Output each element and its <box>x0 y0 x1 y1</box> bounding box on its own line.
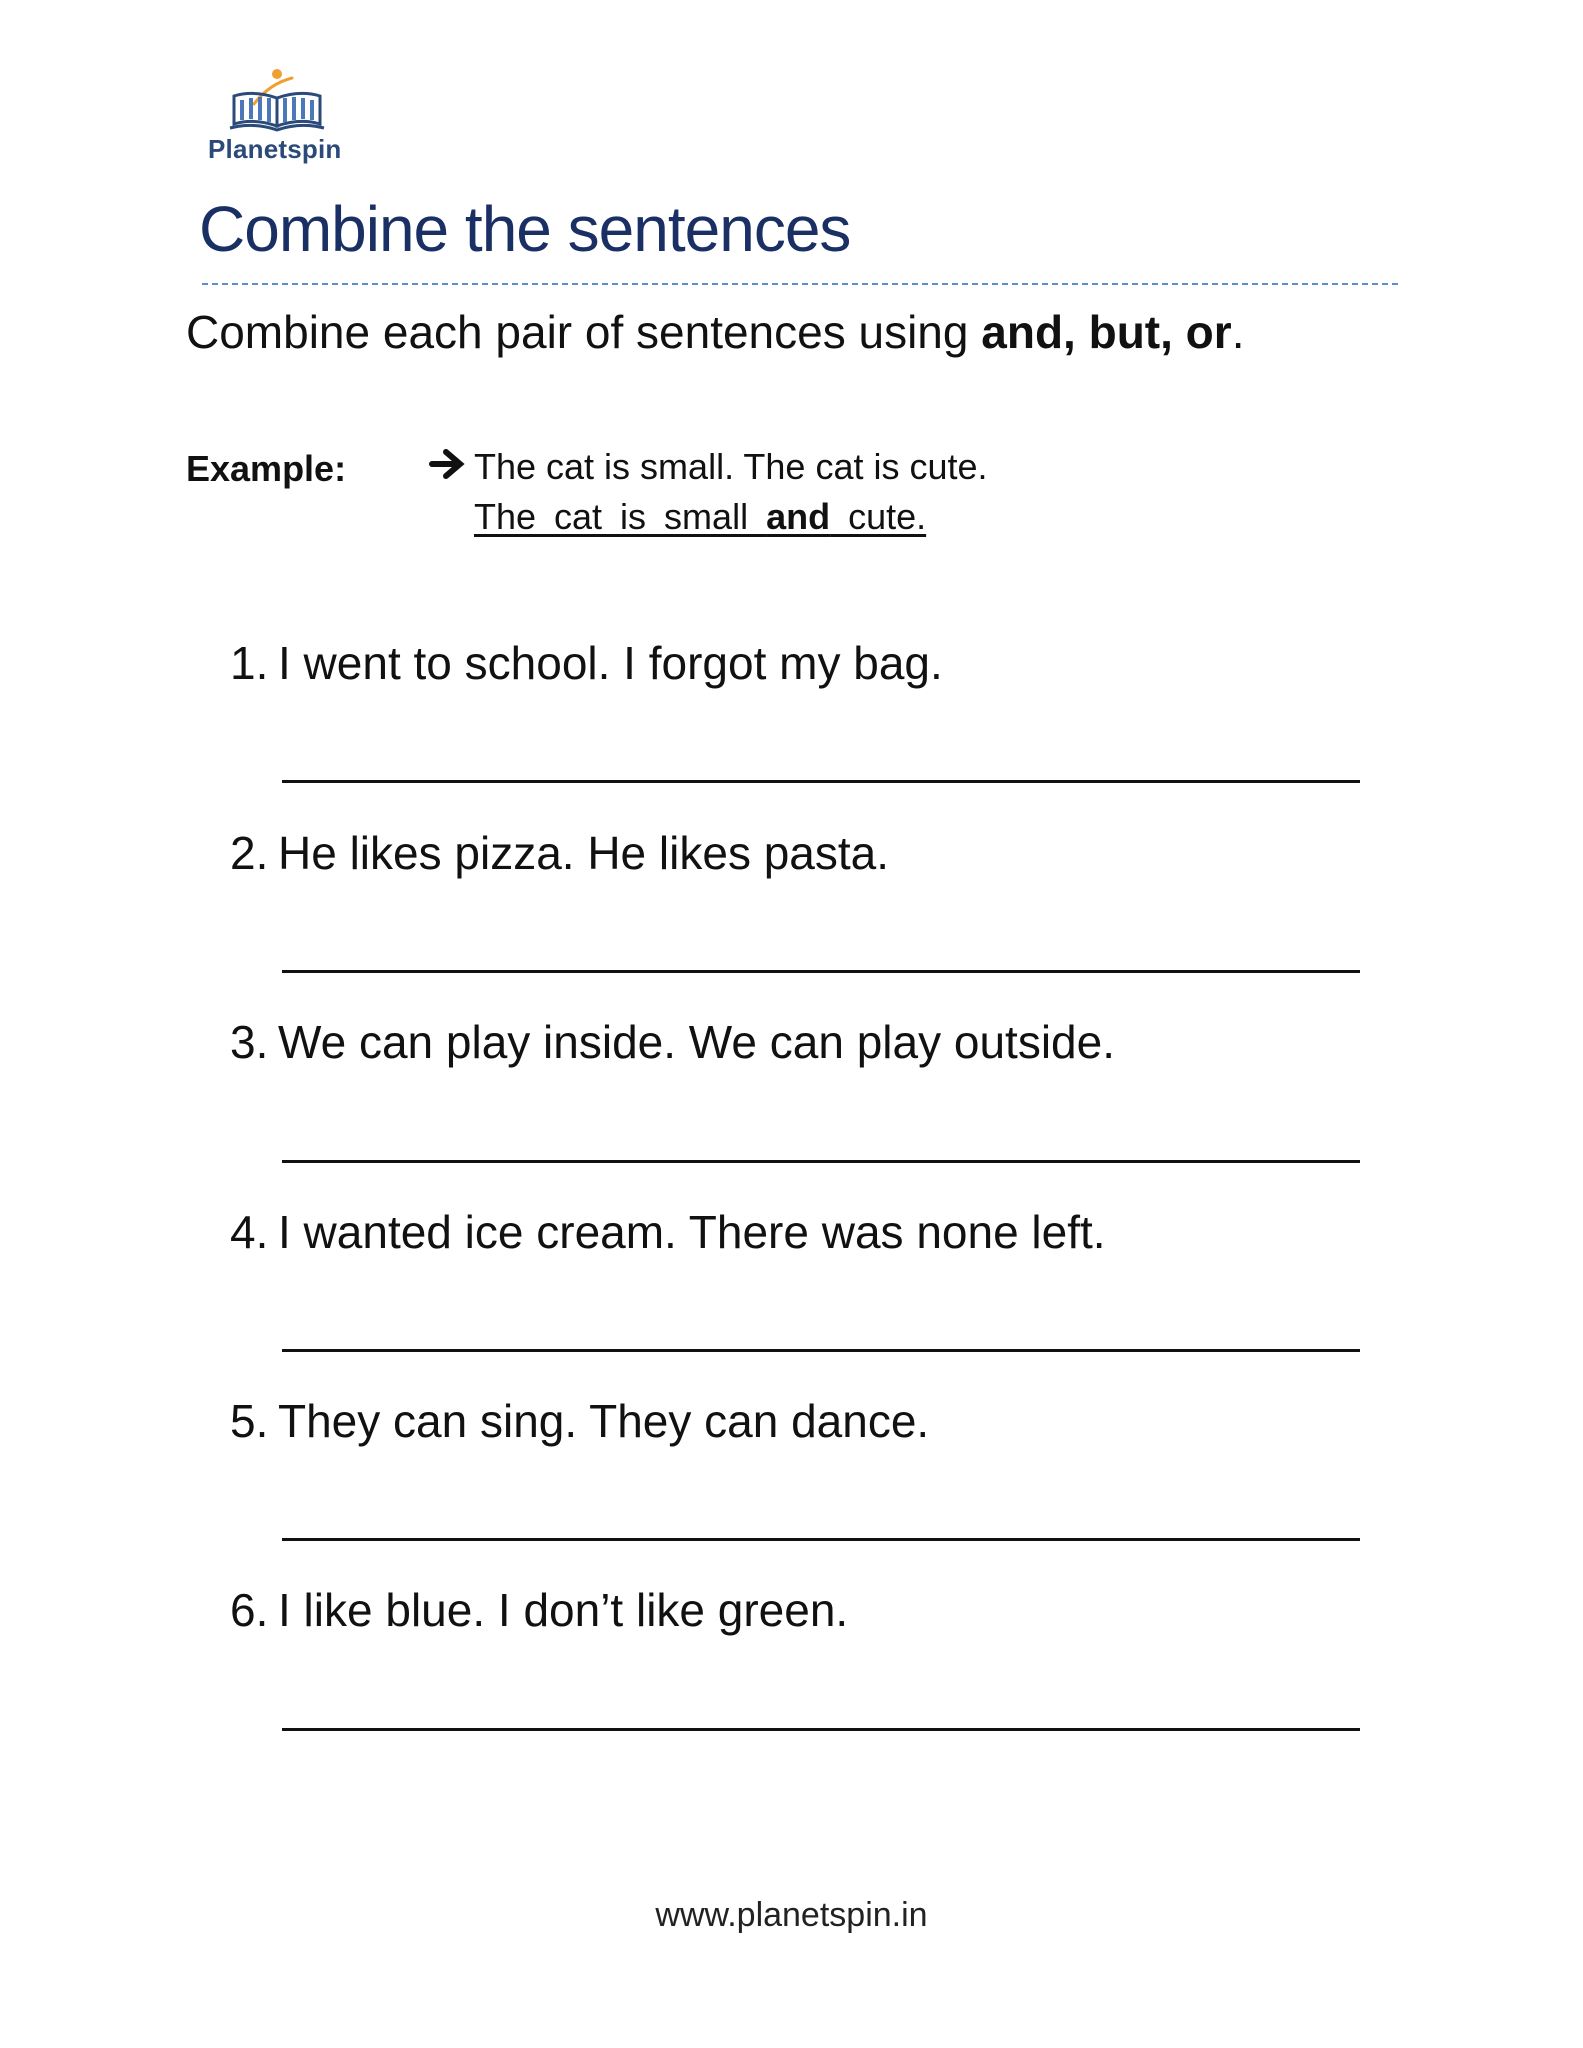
answer-line[interactable] <box>282 780 1360 783</box>
instruction-suffix: . <box>1231 306 1245 358</box>
question-number: 1. <box>230 637 269 689</box>
question-number: 6. <box>230 1584 269 1636</box>
example-answer <box>474 496 926 538</box>
example-label: Example: <box>186 448 347 489</box>
title-divider <box>202 283 1398 285</box>
question-number: 4. <box>230 1206 269 1258</box>
answer-line[interactable] <box>282 1349 1360 1352</box>
question-text: They can sing. They can dance. <box>278 1395 930 1447</box>
question-item <box>230 1394 929 1448</box>
open-book-with-figure-icon <box>224 66 334 132</box>
instruction-keywords: and, but, or <box>981 306 1232 358</box>
right-arrow-icon <box>428 444 468 484</box>
instruction-prefix: Combine each pair of sentences using <box>186 306 982 358</box>
question-number: 2. <box>230 827 269 879</box>
footer-website: www.planetspin.in <box>655 1896 928 1934</box>
example-answer-after: cute. <box>830 496 927 537</box>
answer-line[interactable] <box>282 1728 1360 1731</box>
question-text: He likes pizza. He likes pasta. <box>278 827 890 879</box>
example-answer-keyword: and <box>766 496 831 537</box>
question-text: We can play inside. We can play outside. <box>278 1016 1115 1068</box>
example-question: The cat is small. The cat is cute. <box>474 446 988 487</box>
answer-line[interactable] <box>282 1160 1360 1163</box>
brand-name: Planetspin <box>208 134 342 164</box>
instruction-text <box>186 305 1244 359</box>
question-number: 5. <box>230 1395 269 1447</box>
question-text: I wanted ice cream. There was none left. <box>278 1206 1106 1258</box>
question-text: I went to school. I forgot my bag. <box>278 637 943 689</box>
question-text: I like blue. I don’t like green. <box>278 1584 849 1636</box>
question-item <box>230 1583 848 1637</box>
question-item <box>230 1015 1115 1069</box>
page-title: Combine the sentences <box>199 193 851 265</box>
example-answer-before: The cat is small <box>474 496 767 537</box>
brand-logo <box>204 66 354 166</box>
question-item <box>230 636 943 690</box>
question-item <box>230 826 889 880</box>
answer-line[interactable] <box>282 970 1360 973</box>
answer-line[interactable] <box>282 1538 1360 1541</box>
question-item <box>230 1205 1106 1259</box>
question-number: 3. <box>230 1016 269 1068</box>
